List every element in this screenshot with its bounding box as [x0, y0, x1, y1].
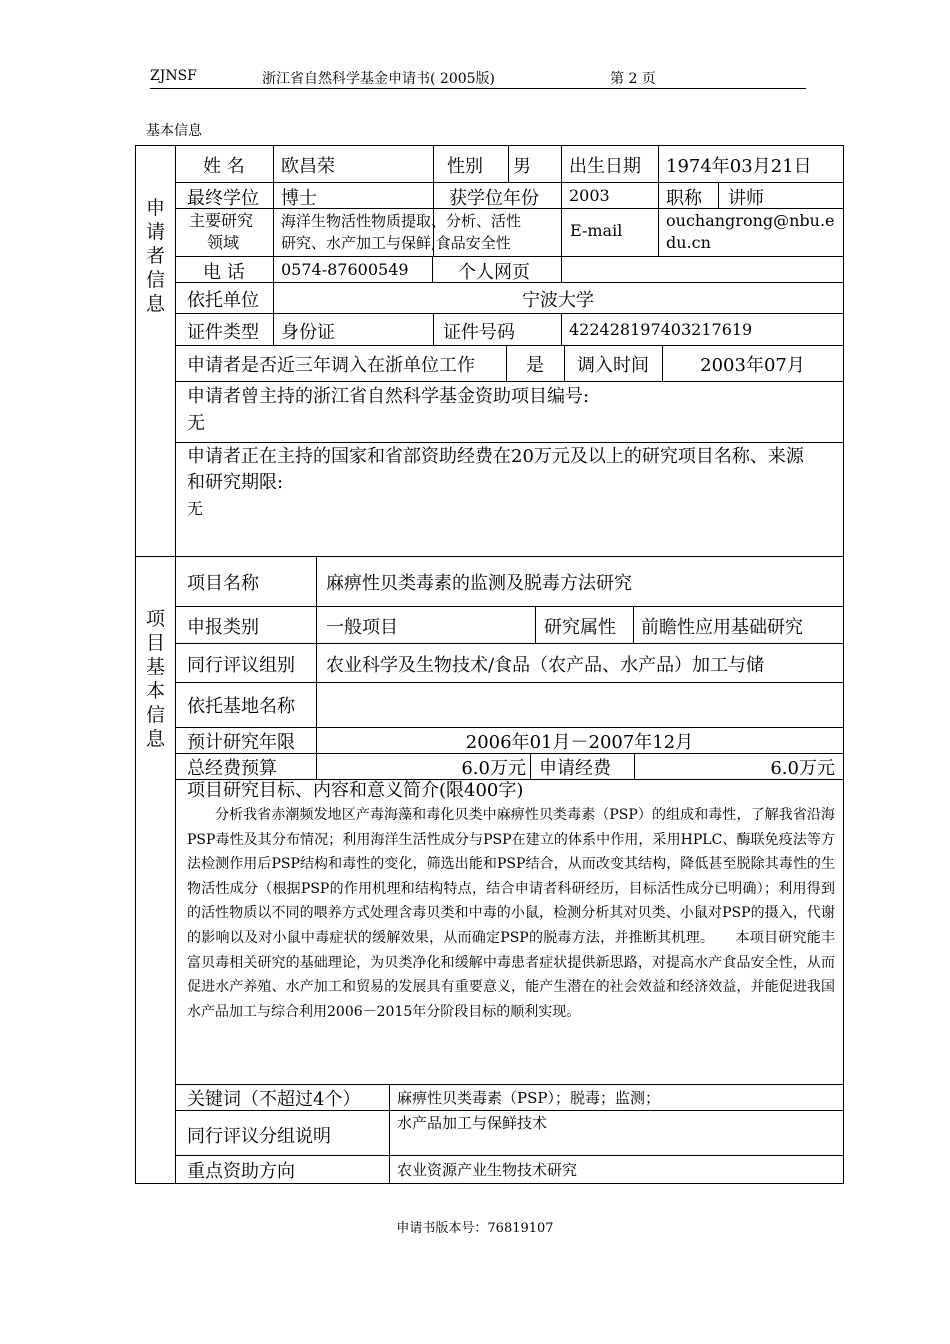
apply-value: 6.0万元 [770, 758, 835, 779]
budget-label: 总经费预算 [187, 758, 277, 779]
prior-projects-answer: 无 [187, 413, 205, 434]
applicant-info-table [135, 145, 844, 557]
current-projects-question: 申请者正在主持的国家和省部资助经费在20万元及以上的研究项目名称、来源 [187, 446, 804, 467]
id-no-value: 422428197403217619 [569, 320, 753, 339]
gender-value: 男 [513, 156, 531, 177]
project-side-label [136, 557, 176, 1183]
project-name-value: 麻痹性贝类毒素的监测及脱毒方法研究 [326, 573, 632, 594]
prior-projects-question: 申请者曾主持的浙江省自然科学基金资助项目编号: [187, 386, 590, 407]
degree-label: 最终学位 [187, 188, 259, 208]
category-value: 一般项目 [326, 617, 398, 638]
homepage-value [561, 256, 843, 282]
job-title-label: 职称 [666, 188, 702, 208]
side-char: 者 [145, 245, 165, 267]
field-value [273, 208, 561, 256]
id-no-label: 证件号码 [443, 322, 515, 343]
base-value [316, 682, 843, 727]
footer-version: 申请书版本号：76819107 [396, 1221, 554, 1236]
apply-label: 申请经费 [539, 758, 611, 779]
period-label: 预计研究年限 [187, 732, 295, 753]
side-char: 申 [145, 197, 165, 219]
attr-value: 前瞻性应用基础研究 [641, 617, 803, 638]
side-char: 本 [145, 680, 165, 702]
side-char: 请 [145, 221, 165, 243]
gender-label: 性别 [447, 156, 483, 177]
email-line: du.cn [666, 233, 711, 252]
base-label: 依托基地名称 [187, 696, 295, 717]
side-char: 目 [145, 632, 165, 654]
degree-value: 博士 [281, 188, 317, 208]
id-type-label: 证件类型 [187, 322, 259, 343]
birth-value: 1974年03月21日 [666, 156, 812, 177]
summary-text: 分析我省赤潮频发地区产毒海藻和毒化贝类中麻痹性贝类毒素（PSP）的组成和毒性，了解我省沿海PSP毒性及其分布情况；利用海洋生活性成分与PSP在建立的体系中作用，采用HPLC、酶联免疫法等方法检测作用后PSP结构和毒性的变化，筛选出能和PSP结合，从而改变其结构，降低甚至脱除其毒性的生物活性成分（根据PSP的作用机理和结构特点，结合申请者科研经历，目标活性成分已明确）；利用得到的活性物质以不同的喂养方式处理含毒贝类和中毒的小鼠，检测分析其对贝类、小鼠对PSP的摄入，代谢的影响以及对小鼠中毒症状的缓解效果，从而确定PSP的脱毒方法，并推断其机理。 本项目研究能丰富贝毒相关研究的基础理论，为贝类净化和缓解中毒患者症状提供新思路，对提高水产食品安全性，从而促进水产养殖、水产加工和贸易的发展具有重要意义，能产生潜在的社会效益和经济效益，并能促进我国水产品加工与综合利用2006－2015年分阶段目标的顺利实现。 [187, 807, 835, 1020]
project-name-label: 项目名称 [187, 573, 259, 594]
group-desc-value: 水产品加工与保鲜技术 [397, 1114, 548, 1132]
side-char: 息 [145, 293, 165, 315]
side-char: 信 [145, 704, 165, 726]
keywords-label: 关键词（不超过4个） [187, 1089, 361, 1110]
birth-label: 出生日期 [569, 156, 641, 177]
degree-year-label: 获学位年份 [449, 188, 539, 208]
current-projects-question: 和研究期限: [187, 472, 284, 493]
job-title-value: 讲师 [728, 188, 764, 208]
email-value [658, 208, 843, 256]
summary-cell [175, 779, 843, 1084]
review-group-label: 同行评议组别 [187, 655, 295, 676]
phone-label: 电 话 [203, 262, 245, 282]
phone-value: 0574-87600549 [281, 260, 409, 279]
name-label: 姓 名 [203, 156, 245, 177]
header-page-number: 第 2 页 [610, 71, 656, 87]
period-value: 2006年01月－2007年12月 [465, 732, 694, 753]
name-value: 欧昌荣 [281, 156, 335, 177]
current-projects [175, 442, 843, 556]
id-type-value: 身份证 [281, 322, 335, 343]
email-line: ouchangrong@nbu.e [666, 211, 835, 230]
homepage-label: 个人网页 [458, 262, 530, 282]
budget-value: 6.0万元 [461, 758, 526, 779]
transfer-time-label: 调入时间 [577, 355, 649, 376]
side-char: 基 [145, 656, 165, 678]
prior-projects [175, 381, 843, 442]
summary-label: 项目研究目标、内容和意义简介(限400字) [187, 780, 524, 801]
email-label: E-mail [570, 221, 623, 240]
header-code: ZJNSF [150, 68, 197, 84]
category-label: 申报类别 [187, 617, 259, 638]
transfer-question: 申请者是否近三年调入在浙单位工作 [187, 355, 475, 376]
field-label-line: 领域 [207, 233, 240, 252]
unit-label: 依托单位 [187, 290, 259, 311]
focus-label: 重点资助方向 [187, 1161, 295, 1182]
project-info-table [135, 556, 844, 1184]
attr-label: 研究属性 [544, 617, 616, 638]
transfer-time-value: 2003年07月 [700, 355, 805, 376]
section-title: 基本信息 [146, 123, 202, 139]
review-group-value: 农业科学及生物技术/食品（农产品、水产品）加工与储 [326, 655, 765, 676]
side-char: 息 [145, 728, 165, 750]
side-char: 信 [145, 269, 165, 291]
applicant-side-label [136, 146, 176, 556]
transfer-answer: 是 [526, 355, 544, 376]
field-value-line: 海洋生物活性物质提取、分析、活性 [281, 212, 522, 230]
side-char: 项 [145, 608, 165, 630]
focus-value: 农业资源产业生物技术研究 [397, 1161, 578, 1179]
field-value-line: 研究、水产加工与保鲜,食品安全性 [281, 234, 511, 252]
current-projects-answer: 无 [187, 499, 204, 518]
header-title: 浙江省自然科学基金申请书( 2005版) [262, 71, 496, 87]
group-desc-label: 同行评议分组说明 [187, 1126, 331, 1147]
page-header [150, 66, 806, 89]
field-label-line: 主要研究 [189, 211, 254, 230]
degree-year-value: 2003 [569, 186, 610, 205]
keywords-value: 麻痹性贝类毒素（PSP）；脱毒；监测； [397, 1089, 660, 1107]
field-label [175, 208, 273, 256]
unit-value: 宁波大学 [522, 290, 594, 311]
